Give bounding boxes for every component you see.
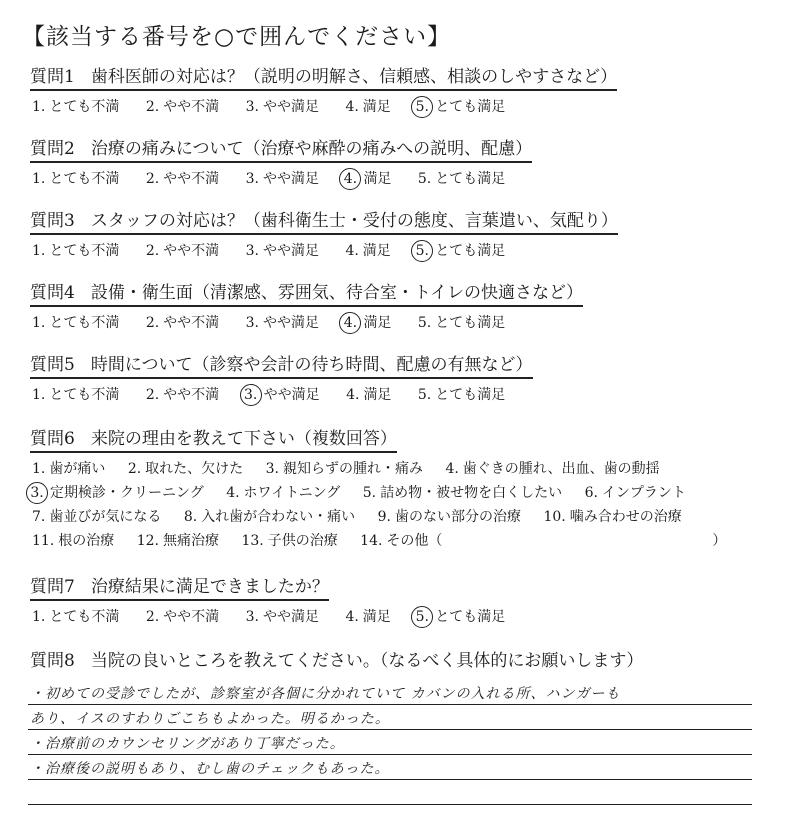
- comment-line: [28, 680, 752, 705]
- question-number: 質問1: [30, 67, 75, 87]
- option-3[interactable]: 3. やや満足: [245, 99, 319, 115]
- handwritten-text: ・初めての受診でしたが、診察室が各個に分かれていて カバンの入れる所、ハンガーも: [30, 686, 621, 702]
- option-list: [32, 240, 730, 262]
- option-row: [32, 529, 767, 553]
- option-5[interactable]: 5. とても満足: [417, 315, 506, 331]
- selection-circle: 3.: [26, 482, 48, 504]
- question-8: [30, 650, 730, 673]
- option-1[interactable]: 1. とても不満: [32, 243, 120, 259]
- question-text: スタッフの対応は？（歯科衛生士・受付の態度、言葉遣い、気配り）: [90, 211, 618, 231]
- question-title: [30, 138, 532, 163]
- question-text: 当院の良いところを教えてください。（なるべく具体的にお願いします）: [90, 651, 644, 671]
- question-title: [30, 576, 329, 601]
- option-1[interactable]: 1. とても不満: [32, 99, 120, 115]
- option-4-selected[interactable]: 4. 満足: [345, 312, 391, 334]
- question-title: [30, 66, 617, 91]
- question-number: 質問8: [30, 651, 75, 671]
- selection-circle: 5.: [411, 240, 433, 262]
- question-5: [30, 354, 730, 406]
- reason-option[interactable]: 11. 根の治療: [32, 533, 115, 549]
- comment-line: [28, 730, 752, 755]
- reason-option[interactable]: 10. 噛み合わせの治療: [543, 509, 682, 525]
- question-title: [30, 354, 533, 379]
- question-1: [30, 66, 730, 118]
- question-text: 設備・衛生面（清潔感、雰囲気、待合室・トイレの快適さなど）: [90, 283, 583, 303]
- selection-circle: 5.: [411, 96, 433, 118]
- option-5[interactable]: 5. とても満足: [417, 387, 506, 403]
- comment-line: [28, 705, 752, 730]
- selection-circle: 4.: [339, 312, 361, 334]
- reason-option[interactable]: 5. 詰め物・被せ物を白くしたい: [362, 485, 563, 501]
- option-5-selected[interactable]: 5. とても満足: [417, 240, 505, 262]
- question-number: 質問6: [30, 429, 75, 449]
- question-number: 質問7: [30, 577, 75, 597]
- option-3[interactable]: 3. やや満足: [245, 609, 319, 625]
- question-3: [30, 210, 730, 262]
- question-text: 時間について（診察や会計の待ち時間、配慮の有無など）: [90, 355, 533, 375]
- option-list: [32, 312, 730, 334]
- handwritten-text: あり、イスのすわりごこちもよかった。明るかった。: [30, 711, 390, 727]
- option-row: [26, 481, 767, 505]
- question-text: 治療の痛みについて（治療や麻酔の痛みへの説明、配慮）: [90, 139, 533, 159]
- comment-line: [28, 755, 752, 780]
- handwritten-text: ・治療前のカウンセリングがあり丁寧だった。: [30, 736, 345, 752]
- option-list: [32, 96, 730, 118]
- option-2[interactable]: 2. やや不満: [145, 315, 220, 331]
- option-2[interactable]: 2. やや不満: [145, 171, 220, 187]
- reason-option[interactable]: 4. ホワイトニング: [226, 485, 341, 501]
- question-text: 歯科医師の対応は？（説明の明解さ、信頼感、相談のしやすさなど）: [90, 67, 618, 87]
- reason-option[interactable]: 13. 子供の治療: [241, 533, 338, 549]
- reason-option-selected[interactable]: 3. 定期検診・クリーニング: [26, 481, 204, 505]
- question-number: 質問4: [30, 283, 75, 303]
- option-3[interactable]: 3. やや満足: [245, 315, 319, 331]
- option-1[interactable]: 1. とても不満: [32, 315, 120, 331]
- reason-option[interactable]: 2. 取れた、欠けた: [127, 461, 244, 477]
- reason-option[interactable]: 8. 入れ歯が合わない・痛い: [183, 509, 356, 525]
- question-4: [30, 282, 730, 334]
- option-4[interactable]: 4. 満足: [345, 609, 391, 625]
- option-list: [32, 606, 730, 628]
- reason-option[interactable]: 3. 親知らずの腫れ・痛み: [265, 461, 423, 477]
- reason-option-grid: [22, 457, 767, 553]
- reason-option[interactable]: 9. 歯のない部分の治療: [377, 509, 521, 525]
- question-number: 質問2: [30, 139, 75, 159]
- question-title: [30, 282, 583, 307]
- reason-option[interactable]: 7. 歯並びが気になる: [32, 509, 162, 525]
- option-list: [32, 168, 730, 190]
- option-row: [32, 457, 767, 481]
- selection-circle: 4.: [339, 168, 361, 190]
- reason-option-other[interactable]: 14. その他（: [360, 533, 443, 549]
- question-text: 来院の理由を教えて下さい（複数回答）: [90, 429, 397, 449]
- reason-option[interactable]: 1. 歯が痛い: [32, 461, 106, 477]
- question-number: 質問3: [30, 211, 75, 231]
- reason-option[interactable]: 6. インプラント: [584, 485, 686, 501]
- option-row: [32, 505, 767, 529]
- option-5[interactable]: 5. とても満足: [417, 171, 506, 187]
- option-3[interactable]: 3. やや満足: [245, 243, 319, 259]
- close-paren: ）: [712, 533, 727, 549]
- question-title: [30, 650, 643, 673]
- option-4[interactable]: 4. 満足: [346, 387, 392, 403]
- question-7: [30, 576, 730, 628]
- option-4[interactable]: 4. 満足: [345, 99, 391, 115]
- option-2[interactable]: 2. やや不満: [145, 387, 220, 403]
- option-1[interactable]: 1. とても不満: [32, 609, 120, 625]
- option-5-selected[interactable]: 5. とても満足: [417, 606, 505, 628]
- option-5-selected[interactable]: 5. とても満足: [417, 96, 505, 118]
- option-4[interactable]: 4. 満足: [345, 243, 391, 259]
- option-2[interactable]: 2. やや不満: [145, 609, 220, 625]
- option-2[interactable]: 2. やや不満: [145, 99, 220, 115]
- question-6: [22, 428, 767, 553]
- selection-circle: 5.: [411, 606, 433, 628]
- form-heading: 【該当する番号を○で囲んでください】: [22, 24, 452, 50]
- question-number: 質問5: [30, 355, 75, 375]
- reason-option[interactable]: 4. 歯ぐきの腫れ、出血、歯の動揺: [445, 461, 660, 477]
- option-list: [32, 384, 730, 406]
- option-3[interactable]: 3. やや満足: [245, 171, 319, 187]
- question-title: [30, 428, 397, 453]
- question-2: [30, 138, 730, 190]
- handwritten-text: ・治療後の説明もあり、むし歯のチェックもあった。: [30, 761, 390, 777]
- option-2[interactable]: 2. やや不満: [145, 243, 220, 259]
- question-title: [30, 210, 618, 235]
- comment-area[interactable]: [28, 680, 752, 805]
- reason-option[interactable]: 12. 無痛治療: [136, 533, 219, 549]
- option-1[interactable]: 1. とても不満: [32, 171, 120, 187]
- selection-circle: 3.: [240, 384, 262, 406]
- option-3-selected[interactable]: 3. やや満足: [246, 384, 320, 406]
- option-1[interactable]: 1. とても不満: [32, 387, 120, 403]
- question-text: 治療結果に満足できましたか？: [90, 577, 329, 597]
- option-4-selected[interactable]: 4. 満足: [345, 168, 391, 190]
- comment-line: [28, 780, 752, 805]
